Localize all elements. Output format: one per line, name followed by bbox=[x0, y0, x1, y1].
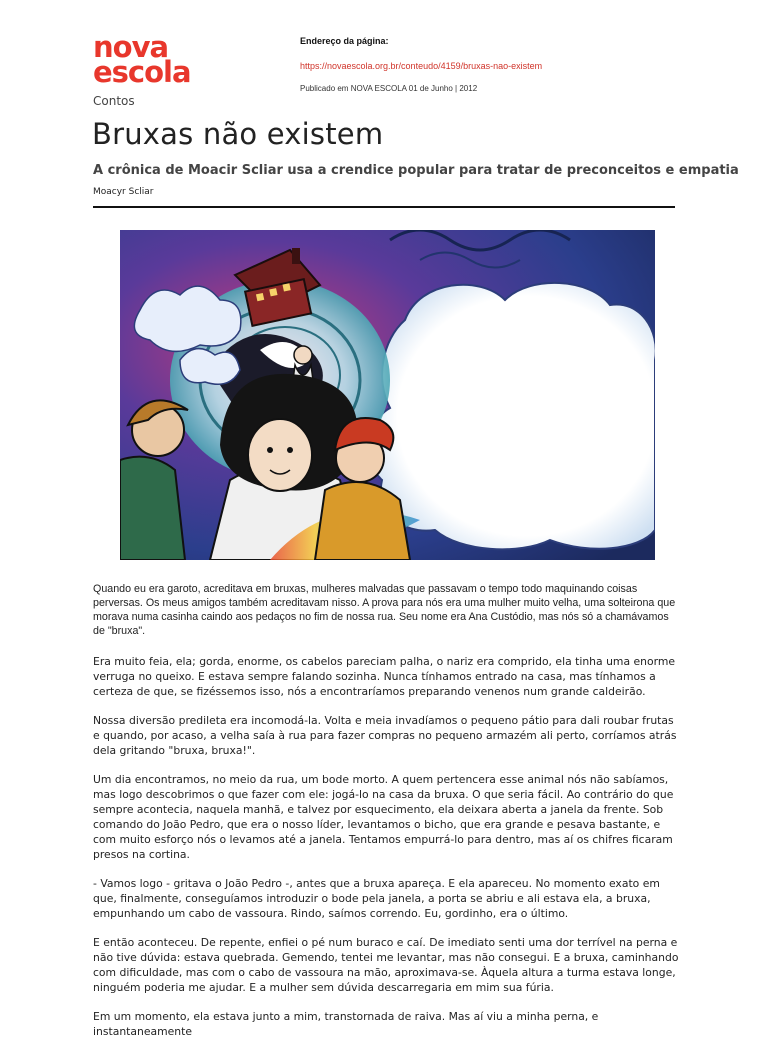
page-meta bbox=[300, 36, 740, 93]
section-label[interactable]: Contos bbox=[93, 94, 135, 108]
article-illustration bbox=[120, 230, 655, 560]
article-paragraph: Era muito feia, ela; gorda, enorme, os cabelos pareciam palha, o nariz era comprido, ela tinha uma enorme verruga no queixo. E estava sempre falando sozinha. Nunca tínhamos entrado na casa, mas tínhamos a certeza de que, se fizéssemos isso, nós a encontraríamos preparando venenos num grande caldeirão. bbox=[93, 655, 675, 698]
article-paragraph: E então aconteceu. De repente, enfiei o pé num buraco e caí. De imediato senti uma dor terrível na perna e não tive dúvida: estava quebrada. Gemendo, tentei me levantar, mas não consegui. E a bruxa, caminhando com dificuldade, mas com o cabo de vassoura na mão, aproximava-se. Àquela altura a turma estava longe, ninguém poderia me ajudar. E a mulher sem dúvida descarregaria em mim sua fúria. bbox=[93, 936, 679, 994]
publication-info: Publicado em NOVA ESCOLA 01 de Junho | 2012 bbox=[300, 84, 478, 93]
article-paragraph: Em um momento, ela estava junto a mim, transtornada de raiva. Mas aí viu a minha perna, e instantaneamente bbox=[93, 1010, 599, 1038]
page-title: Bruxas não existem bbox=[92, 117, 384, 151]
logo-line-escola: escola bbox=[93, 55, 191, 89]
article-author: Moacyr Scliar bbox=[93, 187, 154, 197]
page-url-link[interactable]: https://novaescola.org.br/conteudo/4159/bruxas-nao-existem bbox=[300, 61, 543, 71]
article-paragraph: Um dia encontramos, no meio da rua, um bode morto. A quem pertencera esse animal nós não sabíamos, mas logo descobrimos o que fazer com ele: jogá-lo na casa da bruxa. O que seria fácil. Ao contrário do que sempre acontecia, naquela manhã, e talvez por esquecimento, ela deixara aberta a janela da frente. Sob comando do João Pedro, que era o nosso líder, levantamos o bicho, que era grande e pesava bastante, e com muito esforço nós o levamos até a janela. Tentamos empurrá-lo para dentro, mas aí os chifres ficaram presos na cortina. bbox=[93, 773, 674, 861]
article-body bbox=[93, 582, 683, 1053]
logo-line-nova: nova bbox=[93, 30, 169, 64]
nova-escola-logo[interactable] bbox=[93, 30, 213, 89]
header-divider bbox=[93, 206, 675, 208]
article-paragraph: Quando eu era garoto, acreditava em bruxas, mulheres malvadas que passavam o tempo todo maquinando coisas perversas. Os meus amigos também acreditavam nisso. A prova para nós era uma mulher muito velha, uma solteirona que morava numa casinha caindo aos pedaços no fim de nossa rua. Seu nome era Ana Custódio, mas nós só a chamávamos de "bruxa". bbox=[93, 583, 676, 637]
article-paragraph: - Vamos logo - gritava o João Pedro -, antes que a bruxa apareça. E ela apareceu. No momento exato em que, finalmente, conseguíamos introduzir o bode pela janela, a porta se abriu e ali estava ela, a bruxa, empunhando um cabo de vassoura. Rindo, saímos correndo. Eu, gordinho, era o último. bbox=[93, 877, 660, 920]
page-address-label: Endereço da página: bbox=[300, 36, 389, 46]
article-subtitle: A crônica de Moacir Scliar usa a crendice popular para tratar de preconceitos e empatia bbox=[93, 163, 739, 178]
cartoon-illustration-children-haunted-house-icon bbox=[120, 230, 655, 560]
article-paragraph: Nossa diversão predileta era incomodá-la. Volta e meia invadíamos o pequeno pátio para dali roubar frutas e quando, por acaso, a velha saía à rua para fazer compras no pequeno armazém ali perto, corríamos atrás dela gritando "bruxa, bruxa!". bbox=[93, 714, 677, 757]
